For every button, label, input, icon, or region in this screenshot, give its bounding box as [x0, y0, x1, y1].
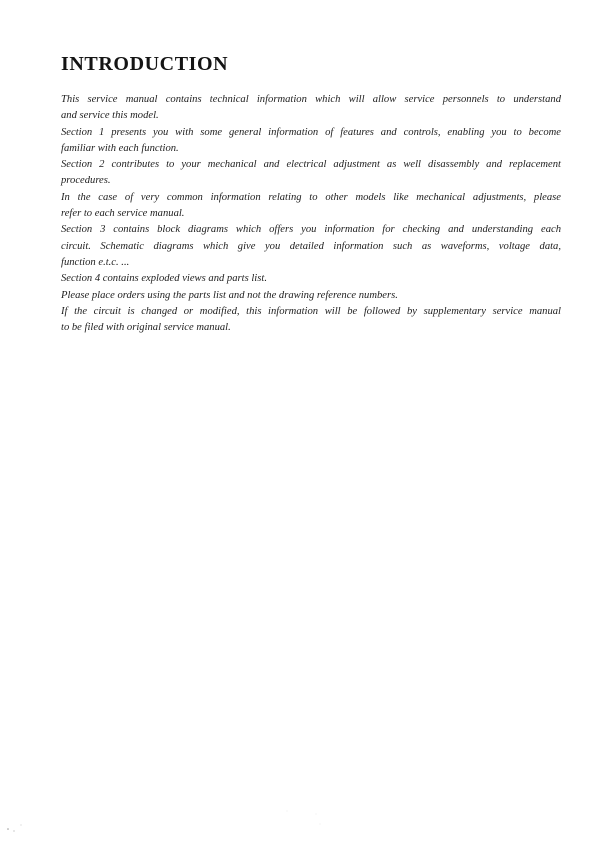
text-line: This service manual contains technical information which will allow service personnels to understand [61, 94, 561, 105]
text-line: Section 4 contains exploded views and parts list. [61, 273, 267, 285]
text-line: If the circuit is changed or modified, this information will be followed by supplementary service manual [61, 305, 561, 317]
text-line: Section 2 contributes to your mechanical and electrical adjustment as well disassembly and replacement [61, 159, 561, 171]
introduction-body [61, 92, 561, 336]
text-line: function e.t.c. ... [61, 256, 130, 268]
text-line: and service this model. [61, 110, 159, 122]
text-line: circuit. Schematic diagrams which give you detailed information such as waveforms, voltage data, [61, 240, 561, 252]
text-line: In the case of very common information relating to other models like mechanical adjustments, please [61, 191, 561, 203]
text-line: Section 3 contains block diagrams which offers you information for checking and understanding each [61, 224, 561, 236]
text-line: procedures. [61, 175, 111, 187]
text-line: refer to each service manual. [61, 208, 185, 220]
page-title: INTRODUCTION [61, 53, 229, 75]
scan-speck [13, 830, 14, 831]
text-line: to be filed with original service manual. [61, 322, 231, 334]
scan-speck [320, 824, 321, 825]
scan-speck [287, 811, 288, 812]
scan-speck [21, 825, 22, 826]
scan-speck [316, 814, 317, 815]
text-line: Section 1 presents you with some general information of features and controls, enabling you to become [61, 126, 561, 138]
text-line: familiar with each function. [61, 142, 179, 154]
scan-speck [7, 828, 9, 830]
text-line: Please place orders using the parts list and not the drawing reference numbers. [61, 289, 398, 301]
